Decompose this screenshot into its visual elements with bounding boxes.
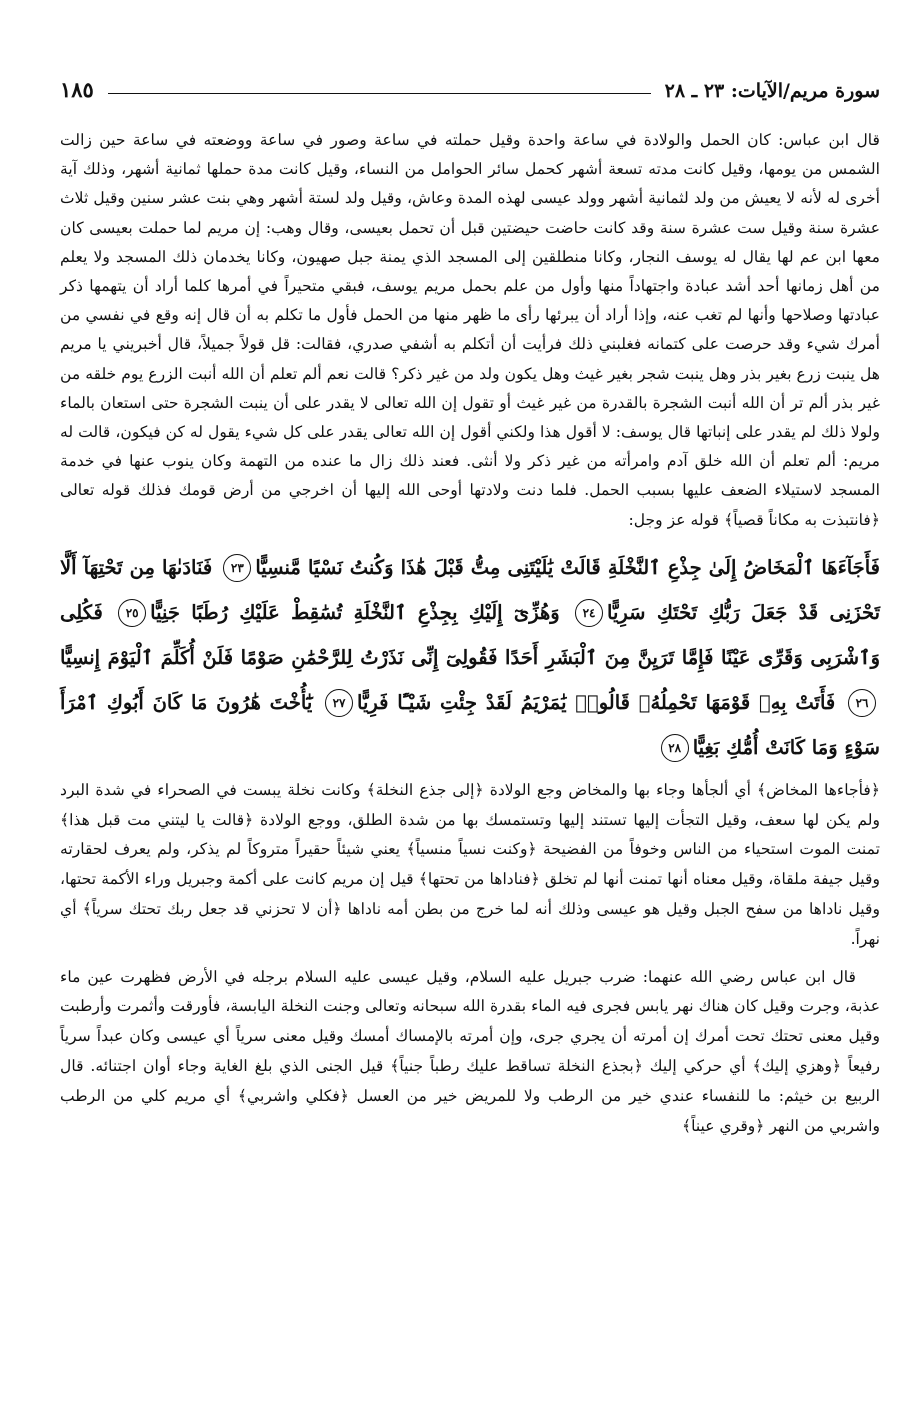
ayah-number-marker: ٢٥	[118, 599, 146, 627]
verse-text: فَنَادَىٰهَا مِن تَحْتِهَآ أَلَّا تَحْزَنِى قَدْ جَعَلَ رَبُّكِ تَحْتَكِ سَرِيًّا	[60, 555, 881, 624]
ayah-number-marker: ٢٦	[848, 689, 876, 717]
page	[60, 62, 880, 1141]
ayah-number-marker: ٢٧	[325, 689, 353, 717]
commentary-top	[60, 126, 880, 535]
tafsir-paragraph: ﴿فأجاءها المخاض﴾ أي ألجأها وجاء بها والمخاض وجع الولادة ﴿إلى جذع النخلة﴾ وكانت نخلة يبست في الصحراء في شدة البرد ولم يكن لها سعف، وقيل التجأت إليها تستند إليها وتستمسك بها من شدة الطلق، ووجع الولادة ﴿قالت يا ليتني مت قبل هذا﴾ تمنت الموت استحياء من الناس وخوفاً من الفضيحة ﴿وكنت نسياً منسياً﴾ يعني شيئاً حقيراً متروكاً لم يذكر، ولم يعرف لحقارته وقيل جيفة ملقاة، وقيل معناه أنها تمنت أنها لم تخلق ﴿فناداها من تحتها﴾ قيل إن مريم كانت على أكمة وجبريل وراء الأكمة تحتها، وقيل ناداها من سفح الجبل وقيل هو عيسى وذلك أنه لما خرج من بطن أمه ناداها ﴿أن لا تحزني قد جعل ربك تحتك سرياً﴾ أي نهراً.	[60, 780, 880, 948]
tafsir-paragraph: قال ابن عباس رضي الله عنهما: ضرب جبريل عليه السلام، وقيل عيسى عليه السلام برجله في الأرض فظهرت عين ماء عذبة، وجرت وقيل كان هناك نهر يابس فجرى فيه الماء بقدرة الله سبحانه وتعالى وجنت النخلة اليابسة، فأورقت وأثمرت وأرطبت وقيل معنى تحتك تحت أمرك إن أمرته أن يجري جرى، وإن أمرته بالإمساك أمسك وقيل معنى سرياً أي عيسى وكان عبداً سرياً رفيعاً ﴿وهزي إليك﴾ أي حركي إليك ﴿بجذع النخلة تساقط عليك رطباً جنياً﴾ قيل الجنى الذي بلغ الغاية وجاء أوان اجتنائه. قال الربيع بن خيثم: ما للنفساء عندي خير من الرطب ولا للمريض خير من العسل ﴿فكلي واشربي﴾ أي مريم كلي من الرطب واشربي من النهر ﴿وقري عيناً﴾	[60, 967, 880, 1135]
page-number: ١٨٥	[60, 77, 94, 102]
commentary-paragraph: قال ابن عباس: كان الحمل والولادة في ساعة واحدة وقيل حملته في ساعة وصور في ساعة ووضعته في ساعة حين زالت الشمس من يومها، وقيل كانت مدته تسعة أشهر كحمل سائر الحوامل من النساء، وقيل كانت مدة حملها ثمانية أشهر، وذلك آية أخرى له لأنه لا يعيش من ولد لثمانية أشهر وولد عيسى لهذه المدة وعاش، وقيل ولد لستة أشهر وهي بنت عشر سنين وقيل ثلاث عشرة سنة وقيل ست عشرة سنة وقد كانت حاضت حيضتين قبل أن تحمل بعيسى، وقال وهب: إن مريم لما حملت بعيسى كان معها ابن عم لها يقال له يوسف النجار، وكانا منطلقين إلى المسجد الذي يمنة جبل صهيون، وكانا يخدمان ذلك المسجد ولا يعلم من أهل زمانها أحد أشد عبادة واجتهاداً منها وأول من علم بحمل مريم يوسف، فبقي متحيراً في أمرها كلما أراد أن يتهمها ذكر عبادتها وصلاحها وأنها لم تغب عنه، وإذا أراد أن يبرئها رأى ما ظهر منها من الحمل فأول ما تكلم به أن قال إنه وقع في نفسي من أمرك شيء وقد حرصت على كتمانه فغلبني ذلك فرأيت أن أتكلم به أشفي صدري، فقالت: قل قولاً جميلاً، قال أخبريني يا مريم هل ينبت زرع بغير بذر وهل ينبت شجر بغير غيث وهل يكون ولد من غير ذكر؟ قالت نعم ألم تعلم أن الله أنبت الزرع يوم خلقه من غير بذر ألم تر أن الله أنبت الشجرة بالقدرة من غير غيث أو تقول إن الله تعالى لا يقدر على أن ينبت الشجرة حتى استعان بالماء ولولا ذلك لم يقدر على إنباتها قال يوسف: لا أقول هذا ولكني أقول إن الله تعالى يقدر على كل شيء يقول له كن فيكون، قالت له مريم: ألم تعلم أن الله خلق آدم وامرأته من غير ذكر ولا أنثى. فعند ذلك زال ما عنده من التهمة وكان ينوب عنها في خدمة المسجد لاستيلاء الضعف عليها بسبب الحمل. فلما دنت ولادتها أوحى الله إليها أن اخرجي من أرض قومك فذلك قوله تعالى ﴿فانتبذت به مكاناً قصياً﴾ قوله عز وجل:	[60, 131, 880, 529]
header-rule	[108, 93, 651, 94]
surah-header-title: سورة مريم/الآيات: ٢٣ ـ ٢٨	[664, 80, 880, 102]
verse-text: فَكُلِى وَٱشْرَبِى وَقَرِّى عَيْنًا فَإِمَّا تَرَيِنَّ مِنَ ٱلْبَشَرِ أَحَدًا فَقُولِىٓ إِنِّى نَذَرْتُ لِلرَّحْمَٰنِ صَوْمًا فَلَنْ أُكَلِّمَ ٱلْيَوْمَ إِنسِيًّا	[60, 600, 880, 669]
quran-verses	[60, 545, 880, 770]
verse-text: فَأَجَآءَهَا ٱلْمَخَاضُ إِلَىٰ جِذْعِ ٱلنَّخْلَةِ قَالَتْ يَٰلَيْتَنِى مِتُّ قَبْلَ هَٰذَا وَكُنتُ نَسْيًا مَّنسِيًّا	[255, 555, 880, 579]
ayah-number-marker: ٢٨	[661, 734, 689, 762]
verse-text: يَٰٓأُخْتَ هَٰرُونَ مَا كَانَ أَبُوكِ ٱمْرَأَ سَوْءٍ وَمَا كَانَتْ أُمُّكِ بَغِيًّا	[60, 690, 880, 759]
tafsir-section	[60, 776, 880, 1142]
running-header	[60, 62, 880, 102]
ayah-number-marker: ٢٣	[223, 554, 251, 582]
ayah-number-marker: ٢٤	[575, 599, 603, 627]
verse-text: فَأَتَتْ بِهِۦ قَوْمَهَا تَحْمِلُهُۥ قَالُوا۟ يَٰمَرْيَمُ لَقَدْ جِئْتِ شَيْـًٔا فَرِيًّا	[357, 690, 836, 714]
verse-text: وَهُزِّىٓ إِلَيْكِ بِجِذْعِ ٱلنَّخْلَةِ تُسَٰقِطْ عَلَيْكِ رُطَبًا جَنِيًّا	[150, 600, 560, 624]
